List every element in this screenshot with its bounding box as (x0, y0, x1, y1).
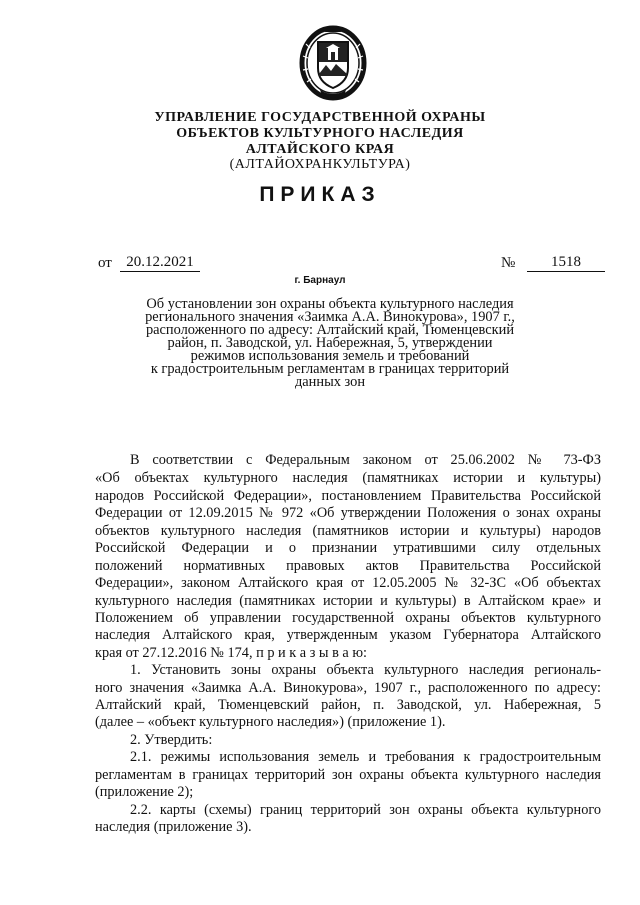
body-line: народов Российской Федерации», постановлением Правительства Российской (95, 488, 601, 504)
body-line: культурного наследия (памятниках истории и культуры) в Алтайском крае» и (95, 593, 601, 609)
subject-line: район, п. Заводской, ул. Набережная, 5, утверждении (167, 335, 493, 351)
order-date: 20.12.2021 (120, 255, 200, 272)
body-line: 1. Установить зоны охраны объекта культурного наследия региональ- (130, 662, 601, 678)
agency-name-line-1: УПРАВЛЕНИЕ ГОСУДАРСТВЕННОЙ ОХРАНЫ (154, 110, 486, 125)
body-line: положений нормативных правовых актов Правительства Российской (95, 558, 601, 574)
agency-name-line-3: АЛТАЙСКОГО КРАЯ (245, 142, 395, 157)
agency-short-name: (АЛТАЙОХРАНКУЛЬТУРА) (229, 157, 411, 172)
coat-of-arms-emblem (298, 24, 368, 102)
subject-line: режимов использования земель и требований (190, 348, 470, 364)
body-line: наследия Алтайского края, утвержденным указом Губернатора Алтайского (95, 627, 601, 643)
body-line: регламентам в границах территорий зон охраны объекта культурного наследия (95, 767, 601, 783)
body-line: ного значения «Заимка А.А. Винокурова», 1907 г., расположенного по адресу: (95, 680, 601, 696)
body-line: Российской Федерации и о признании утратившими силу отдельных (95, 540, 601, 556)
order-number: 1518 (527, 255, 605, 272)
body-line: «Об объектах культурного наследия (памятниках истории и культуры) (95, 470, 601, 486)
body-line: 2.2. карты (схемы) границ территорий зон охраны объекта культурного (130, 802, 601, 818)
body-line: Положением об управлении государственной охраны объектов культурного (95, 610, 601, 626)
body-line: наследия (приложение 3). (95, 819, 252, 835)
body-line: Алтайский край, Тюменцевский район, п. Заводской, ул. Набережная, 5 (95, 697, 601, 713)
subject-line: данных зон (294, 374, 366, 390)
body-line: (далее – «объект культурного наследия») (приложение 1). (95, 714, 446, 730)
document-type-title: ПРИКАЗ (259, 183, 381, 206)
body-line: объектов культурного наследия (памятников истории и культуры) народов (95, 523, 601, 539)
body-line: Федерации от 12.09.2015 № 972 «Об утверждении Положения о зонах охраны (95, 505, 601, 521)
agency-name-line-2: ОБЪЕКТОВ КУЛЬТУРНОГО НАСЛЕДИЯ (176, 126, 464, 141)
body-line: Федерации», законом Алтайского края от 12.05.2005 № 32-ЗС «Об объектах (95, 575, 601, 591)
subject-line: к градостроительным регламентам в границах территорий (150, 361, 510, 377)
body-line: 2. Утвердить: (130, 732, 213, 748)
city-name: г. Барнаул (294, 275, 346, 286)
number-prefix: № (501, 255, 516, 271)
date-prefix: от (98, 255, 112, 271)
body-line: В соответствии с Федеральным законом от 25.06.2002 № 73-ФЗ (130, 452, 601, 468)
subject-line: регионального значения «Заимка А.А. Винокурова», 1907 г., (145, 309, 515, 325)
subject-line: расположенного по адресу: Алтайский край, Тюменцевский (145, 322, 515, 338)
body-line: (приложение 2); (95, 784, 194, 800)
body-line: края от 27.12.2016 № 174, п р и к а з ы в а ю: (95, 645, 368, 661)
subject-line: Об установлении зон охраны объекта культурного наследия (146, 296, 514, 312)
body-line: 2.1. режимы использования земель и требования к градостроительным (130, 749, 601, 765)
